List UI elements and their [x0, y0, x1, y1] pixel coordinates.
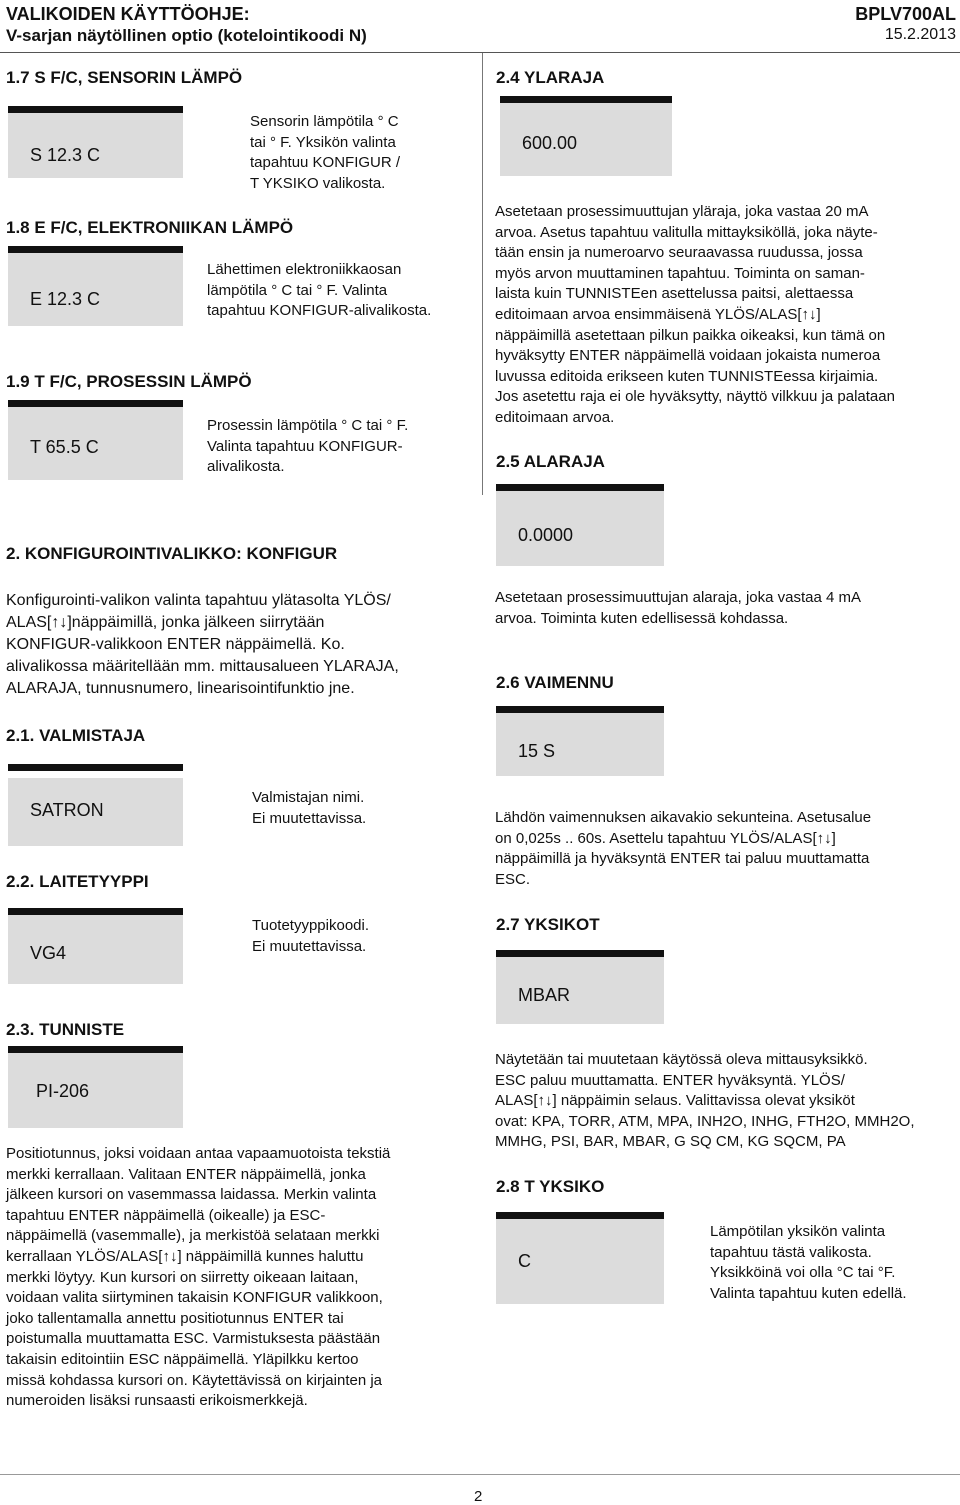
paragraph-line: myös arvon muuttaminen tapahtuu. Toiminta on saman-	[495, 264, 865, 282]
footer-divider	[0, 1474, 960, 1475]
lcd-value: PI-206	[36, 1081, 90, 1101]
paragraph-line: alivalikossa määritellään mm. mittausalueen YLARAJA,	[6, 658, 399, 675]
lcd-value: 600.00	[522, 133, 578, 153]
description-2-2	[252, 916, 369, 957]
paragraph-line: missä kohdassa kursori on. Käytettävissä on kirjainten ja	[6, 1371, 383, 1389]
paragraph-line: numeroiden lisäksi runsaasti erikoismerkkejä.	[6, 1392, 308, 1410]
paragraph-line: ESC paluu muuttamatta. ENTER hyväksyntä. YLÖS/	[495, 1071, 845, 1089]
paragraph-2-5	[495, 588, 861, 629]
paragraph-line: ESC.	[495, 870, 531, 888]
page-number: 2	[474, 1488, 483, 1505]
description-2-1	[252, 788, 366, 829]
paragraph-2-4	[495, 202, 895, 429]
model-code: BPLV700AL	[855, 4, 956, 24]
paragraph-line: joko tallentamalla annettu positiotunnus ENTER tai	[6, 1309, 344, 1327]
desc-line: lämpötila ° C tai ° F. Valinta	[207, 281, 388, 299]
section-heading-2-4: 2.4 YLARAJA	[496, 68, 605, 87]
display-top-bar	[8, 764, 183, 771]
desc-line: Tuotetyyppikoodi.	[252, 917, 370, 934]
lcd-display-electronics-temp	[8, 246, 183, 326]
lcd-display-upper-limit	[500, 96, 672, 176]
lcd-value: VG4	[30, 943, 67, 963]
paragraph-line: tapahtuu ENTER näppäimellä (oikealle) ja ESC-	[6, 1206, 326, 1224]
paragraph-line: laista kuin TUNNISTEen asettelussa paitsi, alettaessa	[495, 285, 854, 303]
section-heading-2-2: 2.2. LAITETYYPPI	[6, 872, 149, 891]
desc-line: T YKSIKO valikosta.	[250, 174, 386, 192]
desc-line: Prosessin lämpötila ° C tai ° F.	[207, 417, 409, 434]
paragraph-line: näppäimellä (vasemmalle), ja merkistöä selataan merkki	[6, 1227, 380, 1245]
section-heading-2-8: 2.8 T YKSIKO	[496, 1177, 605, 1196]
description-1-7	[250, 112, 400, 194]
lcd-value: 0.0000	[518, 525, 574, 545]
lcd-value: MBAR	[518, 985, 571, 1005]
paragraph-line: arvoa. Toiminta kuten edellisessä kohdassa.	[495, 609, 789, 627]
section-heading-2: 2. KONFIGUROINTIVALIKKO: KONFIGUR	[6, 544, 338, 563]
paragraph-line: näppäimillä ja hyväksyntä ENTER tai paluu muuttamatta	[495, 850, 870, 868]
desc-line: Lämpötilan yksikön valinta	[710, 1223, 886, 1240]
paragraph-line: Asetetaan prosessimuuttujan yläraja, joka vastaa 20 mA	[495, 203, 869, 220]
paragraph-line: hyväksytty ENTER näppäimellä voidaan jokaista numeroa	[495, 347, 881, 365]
paragraph-line: arvoa. Asetus tapahtuu valitulla mittayksiköllä, joka näyte-	[495, 223, 878, 241]
desc-line: tapahtuu tästä valikosta.	[710, 1243, 872, 1261]
lcd-value: S 12.3 C	[30, 145, 101, 165]
paragraph-line: Lähdön vaimennuksen aikavakio sekunteina. Asetusalue	[495, 809, 872, 826]
paragraph-line: KONFIGUR-valikkoon ENTER näppäimellä. Ko.	[6, 636, 345, 653]
description-2-8	[710, 1222, 907, 1304]
section-heading-1-7: 1.7 S F/C, SENSORIN LÄMPÖ	[6, 68, 243, 87]
paragraph-line: editoimaan arvoa ensimmäisenä YLÖS/ALAS[↑↓]	[495, 305, 821, 323]
lcd-value: E 12.3 C	[30, 289, 101, 309]
header-divider	[0, 52, 960, 53]
lcd-display-units	[496, 950, 664, 1024]
paragraph-line: ALARAJA, tunnusnumero, linearisointifunktio jne.	[6, 680, 355, 697]
desc-line: Ei muutettavissa.	[252, 809, 367, 827]
lcd-value: C	[518, 1251, 531, 1271]
paragraph-line: jälkeen kursori on vasemmassa laidassa. Merkin valinta	[6, 1186, 377, 1204]
lcd-value: 15 S	[518, 741, 556, 761]
lcd-display-temp-unit	[496, 1212, 664, 1304]
paragraph-line: luvussa editoida erikseen kuten TUNNISTEessa kirjaimia.	[495, 367, 879, 385]
desc-line: Ei muutettavissa.	[252, 937, 367, 955]
lcd-display-device-type	[8, 908, 183, 984]
desc-line: alivalikosta.	[207, 458, 285, 476]
paragraph-2-3	[6, 1144, 458, 1412]
paragraph-2-7	[495, 1050, 915, 1153]
desc-line: Lähettimen elektroniikkaosan	[207, 261, 402, 278]
paragraph-line: poistumalla muuttamatta ESC. Varmistuksesta päästään	[6, 1330, 381, 1348]
paragraph-line: Jos asetettu raja ei ole hyväksytty, näyttö vilkkuu ja palataan	[495, 388, 895, 406]
paragraph-line: MMHG, PSI, BAR, MBAR, G SQ CM, KG SQCM, PA	[495, 1133, 846, 1151]
desc-line: tai ° F. Yksikön valinta	[250, 133, 396, 151]
paragraph-line: on 0,025s .. 60s. Asettelu tapahtuu YLÖS/ALAS[↑↓]	[495, 829, 836, 847]
section-heading-2-6: 2.6 VAIMENNU	[496, 673, 614, 692]
paragraph-line: merkki kerrallaan. Valitaan ENTER näppäimellä, jonka	[6, 1165, 366, 1183]
desc-line: tapahtuu KONFIGUR /	[250, 154, 401, 172]
lcd-display-damping	[496, 706, 664, 776]
desc-line: tapahtuu KONFIGUR-alivalikosta.	[207, 302, 432, 320]
paragraph-line: ovat: KPA, TORR, ATM, MPA, INH2O, INHG, FTH2O, MMH2O,	[495, 1112, 915, 1130]
desc-line: Sensorin lämpötila ° C	[250, 113, 399, 130]
paragraph-line: voidaan valita siirtyminen takaisin KONFIGUR valikkoon,	[6, 1289, 383, 1307]
column-divider	[482, 53, 483, 495]
document-subtitle: V-sarjan näytöllinen optio (kotelointikoodi N)	[6, 26, 367, 45]
section-heading-2-5: 2.5 ALARAJA	[496, 452, 605, 471]
paragraph-2	[6, 590, 399, 700]
section-heading-2-7: 2.7 YKSIKOT	[496, 915, 600, 934]
section-heading-1-8: 1.8 E F/C, ELEKTRONIIKAN LÄMPÖ	[6, 218, 294, 237]
paragraph-line: näppäimillä asetettaan pilkun paikka oikeaksi, kun tämä on	[495, 326, 886, 344]
paragraph-line: tään ensin ja numeroarvo seuraavassa ruudussa, jossa	[495, 244, 863, 262]
description-1-8	[207, 260, 431, 322]
page-header	[0, 0, 960, 58]
description-1-9	[207, 416, 408, 478]
paragraph-line: kerrallaan YLÖS/ALAS[↑↓] näppäimillä kunnes haluttu	[6, 1247, 364, 1265]
section-heading-2-3: 2.3. TUNNISTE	[6, 1020, 125, 1039]
lcd-value: SATRON	[30, 800, 104, 820]
lcd-display-tag	[8, 1046, 183, 1128]
document-date: 15.2.2013	[884, 26, 956, 43]
document-title: VALIKOIDEN KÄYTTÖOHJE:	[6, 4, 250, 24]
desc-line: Valinta tapahtuu kuten edellä.	[710, 1284, 907, 1302]
paragraph-line: Positiotunnus, joksi voidaan antaa vapaamuotoista tekstiä	[6, 1145, 391, 1162]
lcd-display-process-temp	[8, 400, 183, 480]
desc-line: Valmistajan nimi.	[252, 789, 365, 806]
paragraph-line: Asetetaan prosessimuuttujan alaraja, joka vastaa 4 mA	[495, 589, 862, 606]
paragraph-line: ALAS[↑↓]näppäimillä, jonka jälkeen siirrytään	[6, 614, 325, 631]
paragraph-2-6	[495, 808, 871, 890]
lcd-value: T 65.5 C	[30, 437, 99, 457]
paragraph-line: Näytetään tai muutetaan käytössä oleva mittausyksikkö.	[495, 1051, 868, 1068]
desc-line: Yksikköinä voi olla °C tai °F.	[710, 1264, 896, 1282]
lcd-display-sensor-temp	[8, 106, 183, 178]
paragraph-line: merkki löytyy. Kun kursori on siirretty oikeaan laitaan,	[6, 1268, 359, 1286]
paragraph-line: ALAS[↑↓] näppäimin selaus. Valittavissa olevat yksiköt	[495, 1092, 855, 1110]
lcd-display-manufacturer	[8, 778, 183, 846]
paragraph-line: editoimaan arvoa.	[495, 408, 615, 426]
paragraph-line: Konfigurointi-valikon valinta tapahtuu ylätasolta YLÖS/	[6, 592, 391, 609]
lcd-display-lower-limit	[496, 484, 664, 566]
section-heading-2-1: 2.1. VALMISTAJA	[6, 726, 146, 745]
paragraph-line: takaisin editointiin ESC näppäimellä. Yläpilkku kertoo	[6, 1350, 359, 1368]
section-heading-1-9: 1.9 T F/C, PROSESSIN LÄMPÖ	[6, 372, 252, 391]
desc-line: Valinta tapahtuu KONFIGUR-	[207, 437, 403, 455]
